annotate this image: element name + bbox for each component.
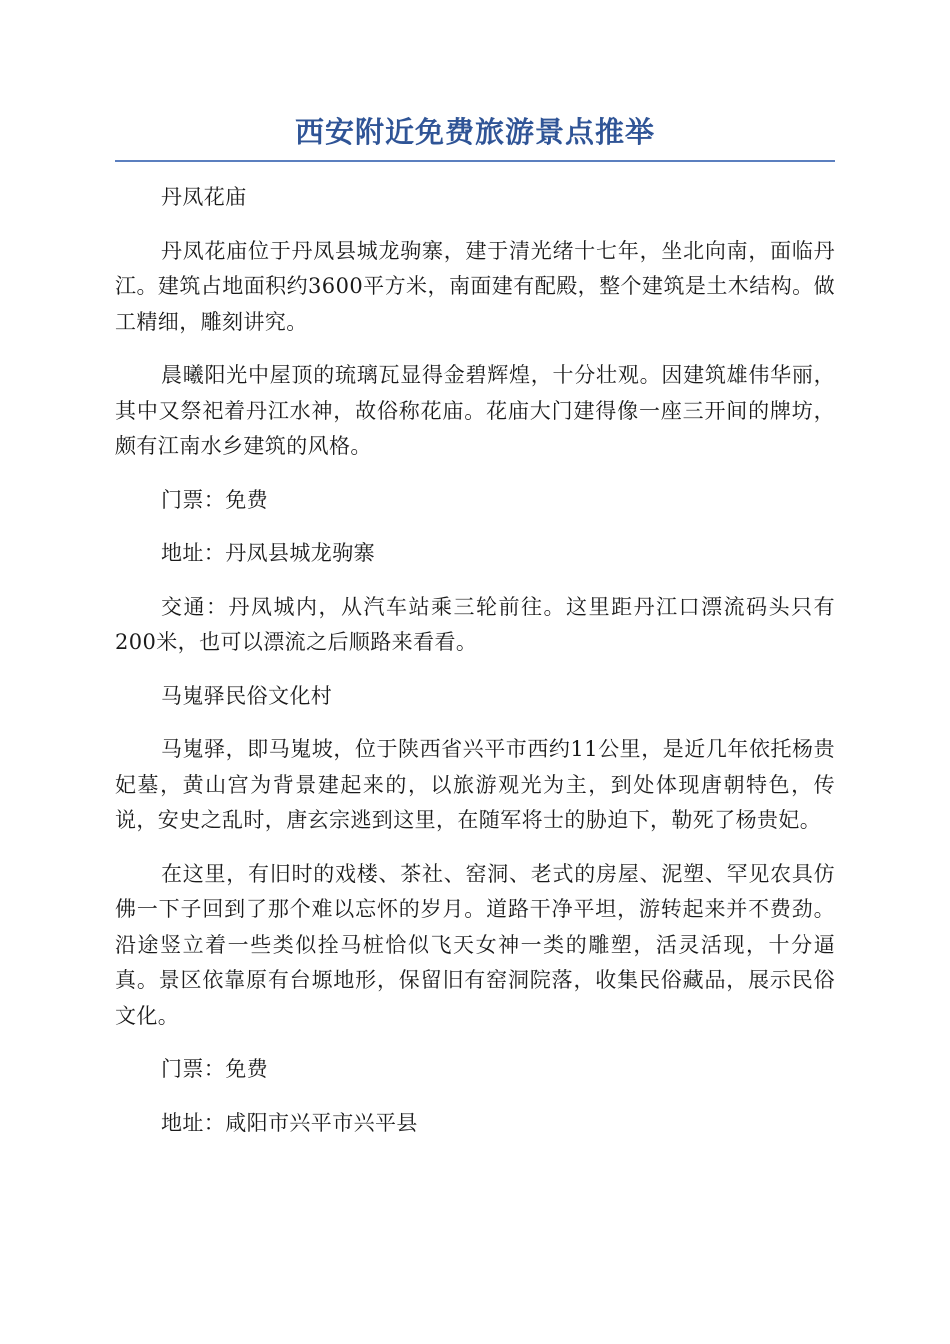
heading-danfeng-temple: 丹凤花庙	[161, 185, 247, 209]
document-page	[115, 0, 835, 1159]
paragraph-maweiyi-intro: 马嵬驿，即马嵬坡，位于陕西省兴平市西约11公里，是近几年依托杨贵妃墓，黄山宫为背景建起来的，以旅游观光为主，到处体现唐朝特色，传说，安史之乱时，唐玄宗逃到这里，在随军将士的胁迫下，勒死了杨贵妃。	[115, 737, 835, 832]
maweiyi-ticket: 门票：免费	[161, 1057, 268, 1081]
danfeng-ticket: 门票：免费	[161, 487, 268, 512]
danfeng-transport: 交通：丹凤城内，从汽车站乘三轮前往。这里距丹江口漂流码头只有200米，也可以漂流之后顺路来看看。	[115, 594, 835, 654]
paragraph-danfeng-description: 晨曦阳光中屋顶的琉璃瓦显得金碧辉煌，十分壮观。因建筑雄伟华丽，其中又祭祀着丹江水神，故俗称花庙。花庙大门建得像一座三开间的牌坊，颇有江南水乡建筑的风格。	[115, 363, 835, 458]
danfeng-address: 地址：丹凤县城龙驹寨	[161, 541, 375, 565]
paragraph-danfeng-intro: 丹凤花庙位于丹凤县城龙驹寨，建于清光绪十七年，坐北向南，面临丹江。建筑占地面积约3600平方米，南面建有配殿，整个建筑是土木结构。做工精细，雕刻讲究。	[115, 238, 835, 334]
maweiyi-address: 地址：咸阳市兴平市兴平县	[161, 1110, 418, 1135]
heading-maweiyi-village: 马嵬驿民俗文化村	[161, 683, 333, 708]
document-title: 西安附近免费旅游景点推举	[115, 112, 835, 162]
document-body	[115, 180, 835, 1141]
paragraph-maweiyi-description: 在这里，有旧时的戏楼、茶社、窑洞、老式的房屋、泥塑、罕见农具仿佛一下子回到了那个难以忘怀的岁月。道路干净平坦，游转起来并不费劲。沿途竖立着一些类似拴马桩恰似飞天女神一类的雕塑，活灵活现，十分逼真。景区依靠原有台塬地形，保留旧有窑洞院落，收集民俗藏品，展示民俗文化。	[115, 861, 835, 1028]
